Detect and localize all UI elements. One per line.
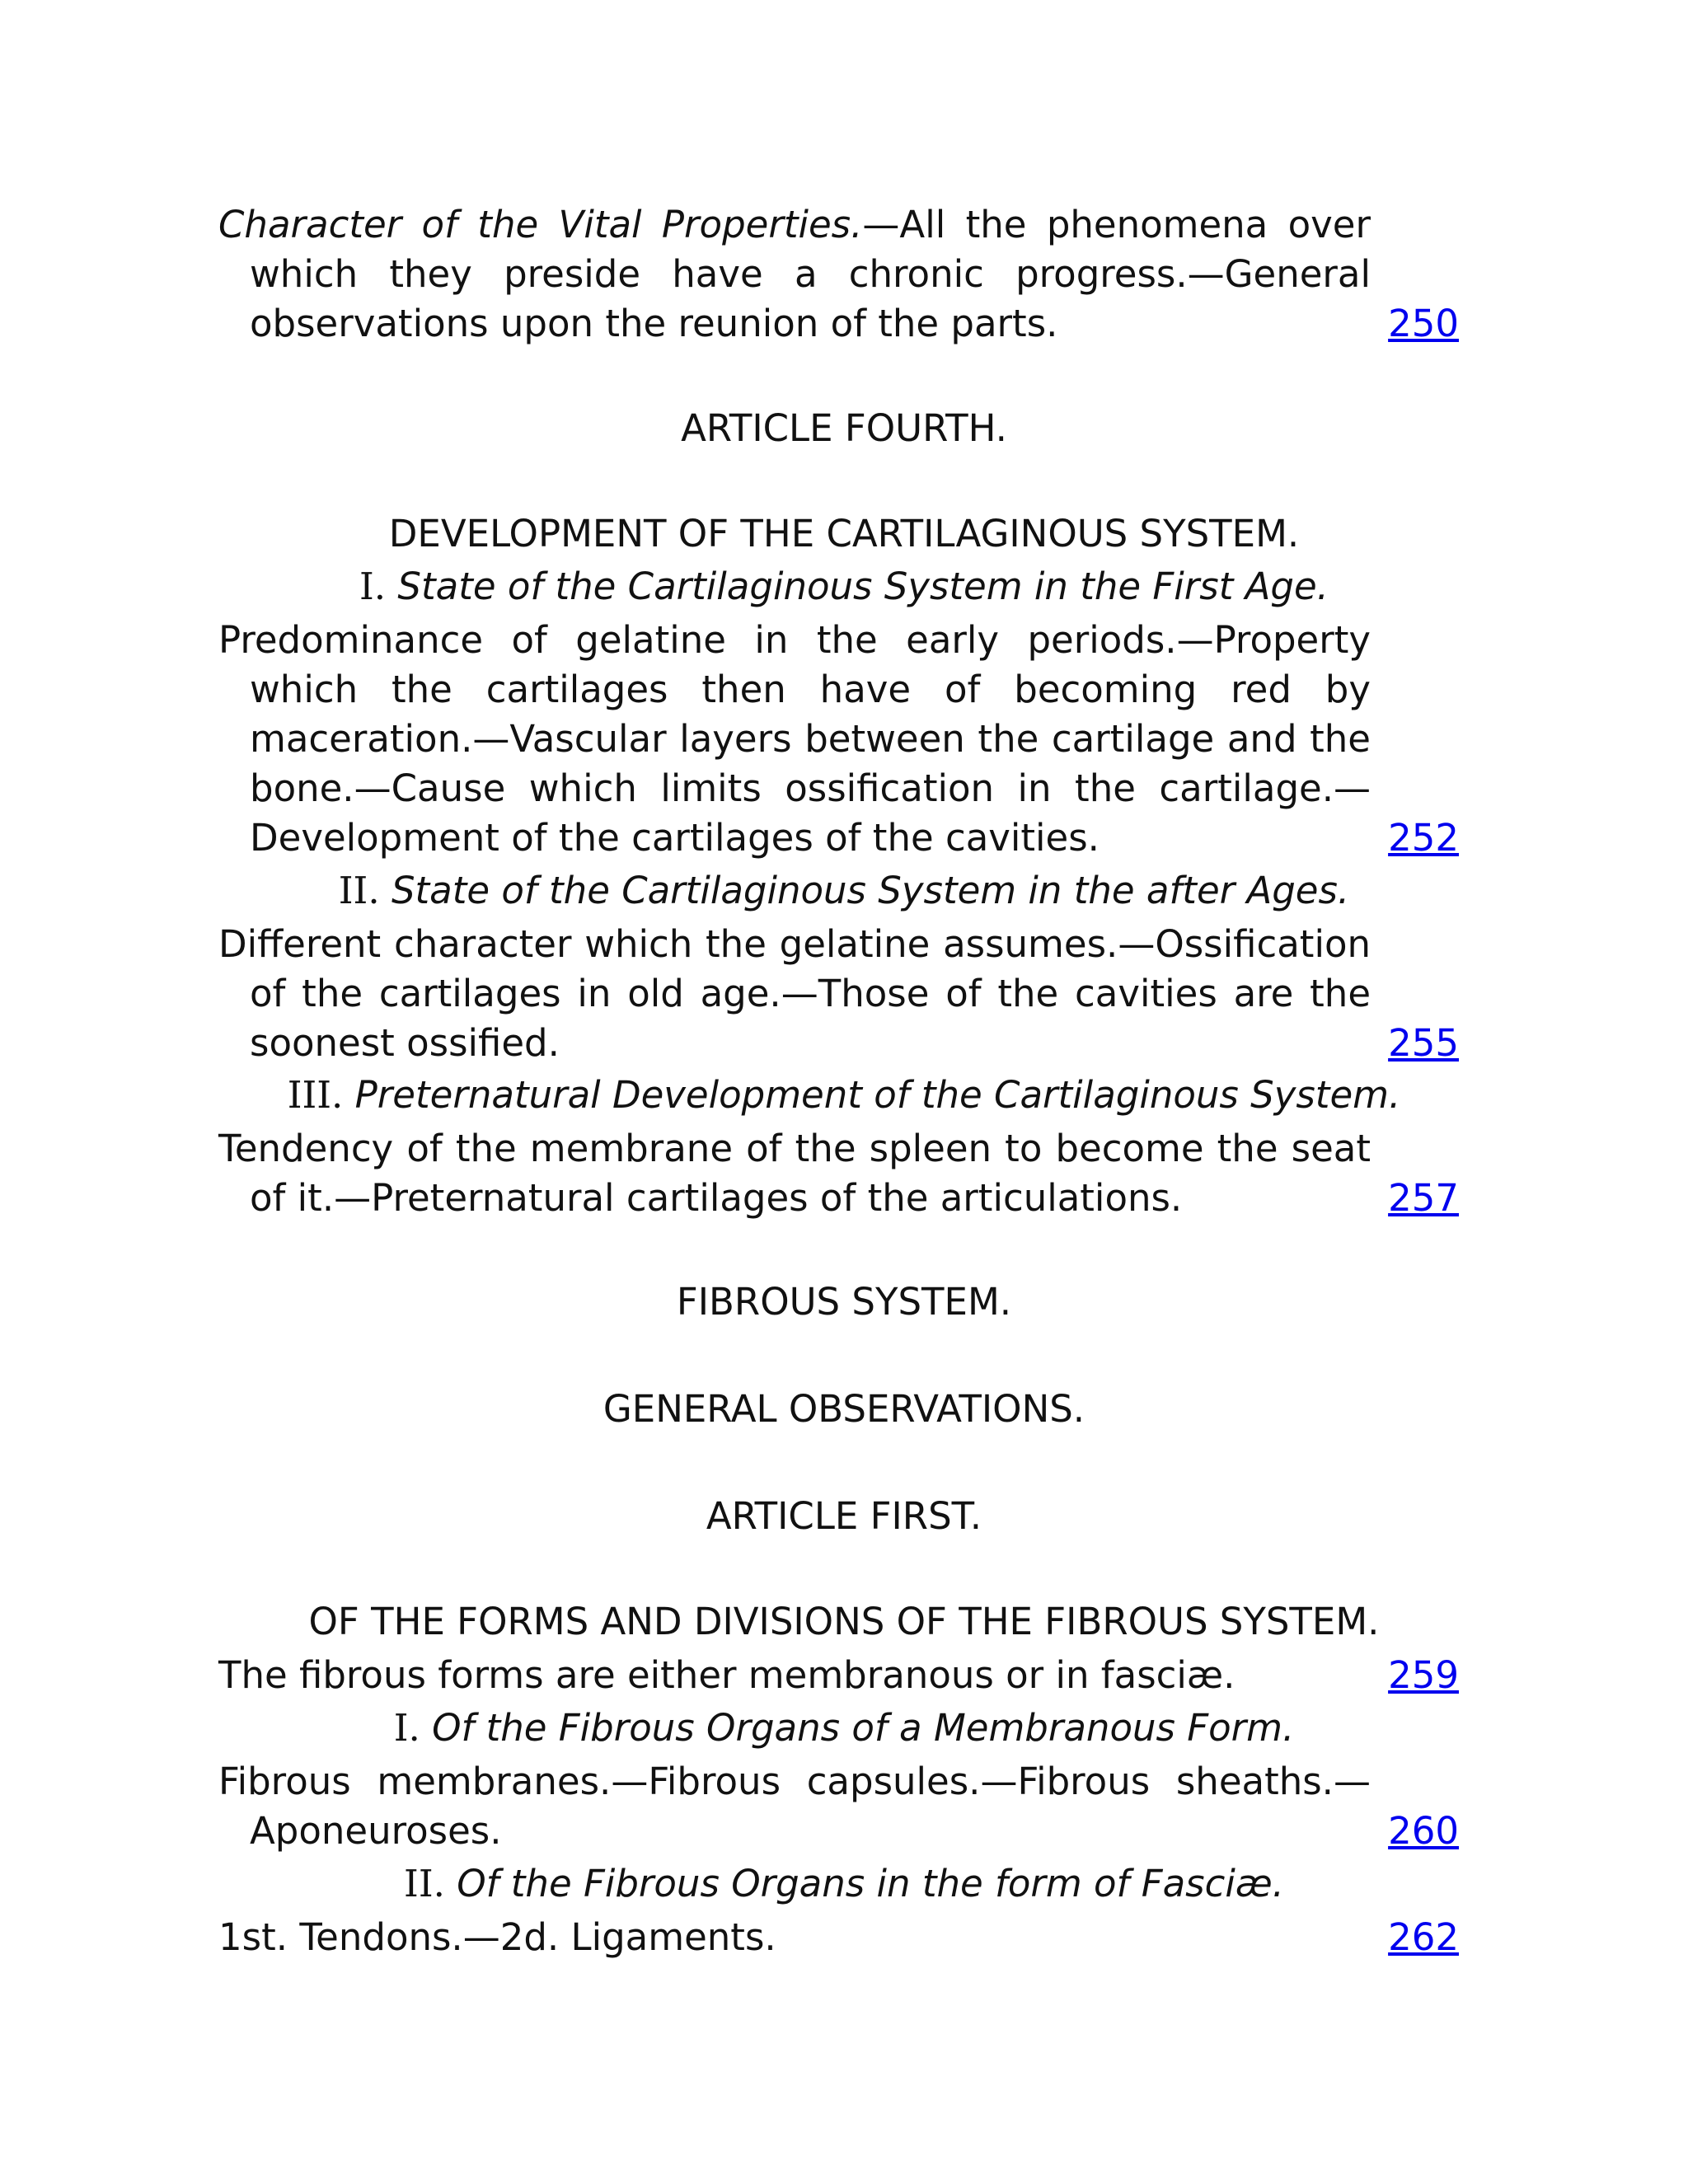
- subsection-title: Preternatural Development of the Cartilaginous System.: [354, 1073, 1401, 1117]
- subsection-number: II.: [404, 1862, 457, 1905]
- paragraph-first-age: [218, 616, 1459, 863]
- subsection-membranous-form: [0, 1704, 1688, 1753]
- paragraph-text: The fibrous forms are either membranous or in fasciæ.: [218, 1653, 1236, 1697]
- paragraph-text: Predominance of gelatine in the early periods.—Property which the cartilages then have of becoming red by maceration.—Vascular layers between the cartilage and the bone.—Cause which limits ossification in the cartilage.—Development of the cartilages of the cavities.: [218, 618, 1371, 860]
- paragraph-fibrous-forms: [218, 1651, 1459, 1700]
- subsection-fasciae-form: [0, 1859, 1688, 1909]
- entry-body: —All the phenomena over which they preside have a chronic progress.—General observations upon the reunion of the parts.: [250, 203, 1371, 345]
- paragraph-preternatural: [218, 1124, 1459, 1223]
- page-link-262[interactable]: 262: [1388, 1915, 1459, 1959]
- subsection-first-age: [0, 562, 1688, 612]
- subsection-number: I.: [359, 565, 398, 608]
- heading-general-observations: GENERAL OBSERVATIONS.: [603, 1387, 1085, 1431]
- subsection-title: State of the Cartilaginous System in the First Age.: [397, 565, 1329, 608]
- subsection-title: Of the Fibrous Organs of a Membranous Form.: [432, 1706, 1295, 1750]
- entry-vital-properties: [218, 200, 1459, 349]
- page-link-259[interactable]: 259: [1388, 1653, 1459, 1697]
- paragraph-text: Different character which the gelatine assumes.—Ossification of the cartilages in old age.—Those of the cavities are the soonest ossified.: [218, 922, 1371, 1065]
- paragraph-after-ages: [218, 920, 1459, 1068]
- paragraph-text: 1st. Tendons.—2d. Ligaments.: [218, 1915, 776, 1959]
- paragraph-fasciae: [218, 1913, 1459, 1962]
- subsection-number: III.: [287, 1073, 355, 1117]
- entry-italic-title: Character of the Vital Properties.: [218, 203, 863, 246]
- heading-forms-divisions: OF THE FORMS AND DIVISIONS OF THE FIBROUS SYSTEM.: [308, 1600, 1380, 1643]
- heading-fibrous-system: FIBROUS SYSTEM.: [676, 1280, 1012, 1324]
- paragraph-membranous: [218, 1757, 1459, 1856]
- page-link-257[interactable]: 257: [1388, 1176, 1459, 1220]
- paragraph-text: Fibrous membranes.—Fibrous capsules.—Fibrous sheaths.—Aponeuroses.: [218, 1760, 1371, 1853]
- subsection-preternatural: [0, 1071, 1688, 1120]
- page-link-255[interactable]: 255: [1388, 1021, 1459, 1065]
- heading-article-fourth: ARTICLE FOURTH.: [681, 406, 1007, 450]
- page-link-260[interactable]: 260: [1388, 1809, 1459, 1853]
- page-link-250[interactable]: 250: [1388, 302, 1459, 345]
- page-link-252[interactable]: 252: [1388, 816, 1459, 860]
- paragraph-text: Tendency of the membrane of the spleen to become the seat of it.—Preternatural cartilages of the articulations.: [218, 1127, 1371, 1220]
- entry-text: [218, 200, 1371, 349]
- heading-development: DEVELOPMENT OF THE CARTILAGINOUS SYSTEM.: [388, 512, 1300, 555]
- heading-article-first: ARTICLE FIRST.: [706, 1494, 982, 1538]
- subsection-title: Of the Fibrous Organs in the form of Fasciæ.: [457, 1862, 1284, 1905]
- subsection-title: State of the Cartilaginous System in the after Ages.: [391, 869, 1350, 912]
- subsection-number: II.: [338, 869, 392, 912]
- subsection-number: I.: [393, 1706, 433, 1750]
- subsection-after-ages: [0, 866, 1688, 916]
